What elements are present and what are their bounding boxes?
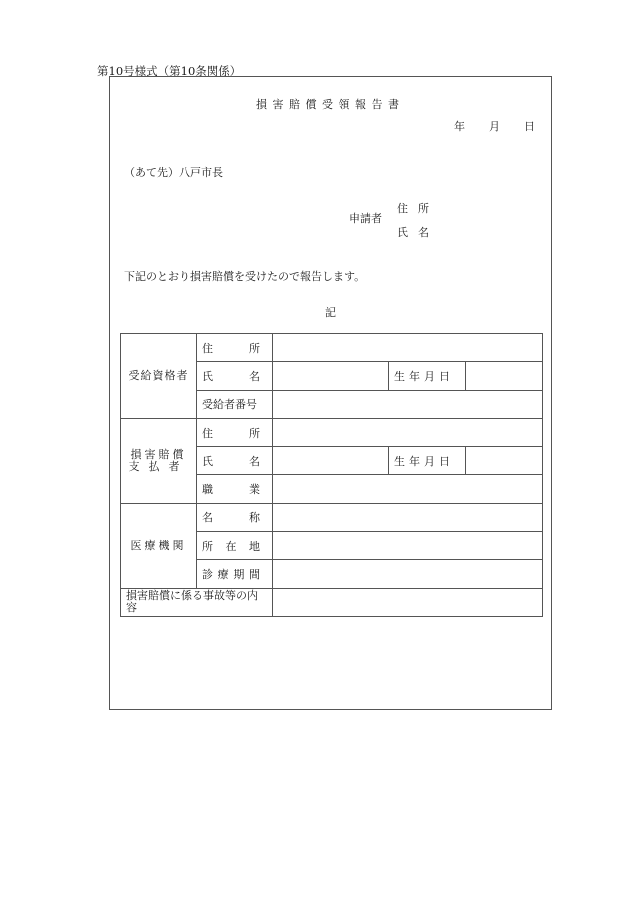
- recipient-address-label: 住 所: [197, 334, 273, 362]
- form-title: 損害賠償受領報告書: [256, 98, 405, 111]
- form-number-label: 第10号様式（第10条関係）: [97, 64, 242, 78]
- payer-birthdate-field[interactable]: [466, 447, 543, 475]
- report-table: [120, 333, 543, 617]
- payer-occupation-field[interactable]: [273, 475, 543, 503]
- recipient-group-label: 受給資格者: [121, 334, 197, 419]
- recipient-name-field[interactable]: [273, 362, 389, 390]
- payer-name-field[interactable]: [273, 447, 389, 475]
- payer-address-label: 住 所: [197, 418, 273, 446]
- recipient-name-label: 氏 名: [197, 362, 273, 390]
- recipient-address-field[interactable]: [273, 334, 543, 362]
- addressee: （あて先）八戸市長: [124, 166, 223, 179]
- payer-group-label: 損害賠償 支払者: [121, 418, 197, 503]
- recipient-number-label: 受給者番号: [197, 390, 273, 418]
- payer-occupation-label: 職 業: [197, 475, 273, 503]
- payer-name-label: 氏 名: [197, 447, 273, 475]
- medical-name-label: 名 称: [197, 503, 273, 531]
- medical-location-field[interactable]: [273, 532, 543, 560]
- payer-birthdate-label: 生年月日: [389, 447, 466, 475]
- medical-location-label: 所 在 地: [197, 532, 273, 560]
- accident-details-field[interactable]: [273, 588, 543, 616]
- payer-address-field[interactable]: [273, 418, 543, 446]
- medical-group-label: 医療機関: [121, 503, 197, 588]
- report-statement: 下記のとおり損害賠償を受けたので報告します。: [124, 270, 366, 283]
- ki-heading: 記: [325, 306, 336, 319]
- recipient-birthdate-field[interactable]: [466, 362, 543, 390]
- applicant-name-label: 氏名: [397, 226, 439, 239]
- date-month-label: 月: [489, 120, 500, 133]
- recipient-number-field[interactable]: [273, 390, 543, 418]
- date-year-label: 年: [454, 120, 465, 133]
- accident-details-label: 損害賠償に係る事故等の内容: [121, 588, 273, 616]
- applicant-address-label: 住所: [397, 202, 439, 215]
- medical-name-field[interactable]: [273, 503, 543, 531]
- date-day-label: 日: [524, 120, 535, 133]
- medical-period-label: 診 療 期 間: [197, 560, 273, 588]
- medical-period-field[interactable]: [273, 560, 543, 588]
- recipient-birthdate-label: 生年月日: [389, 362, 466, 390]
- applicant-label: 申請者: [349, 212, 382, 225]
